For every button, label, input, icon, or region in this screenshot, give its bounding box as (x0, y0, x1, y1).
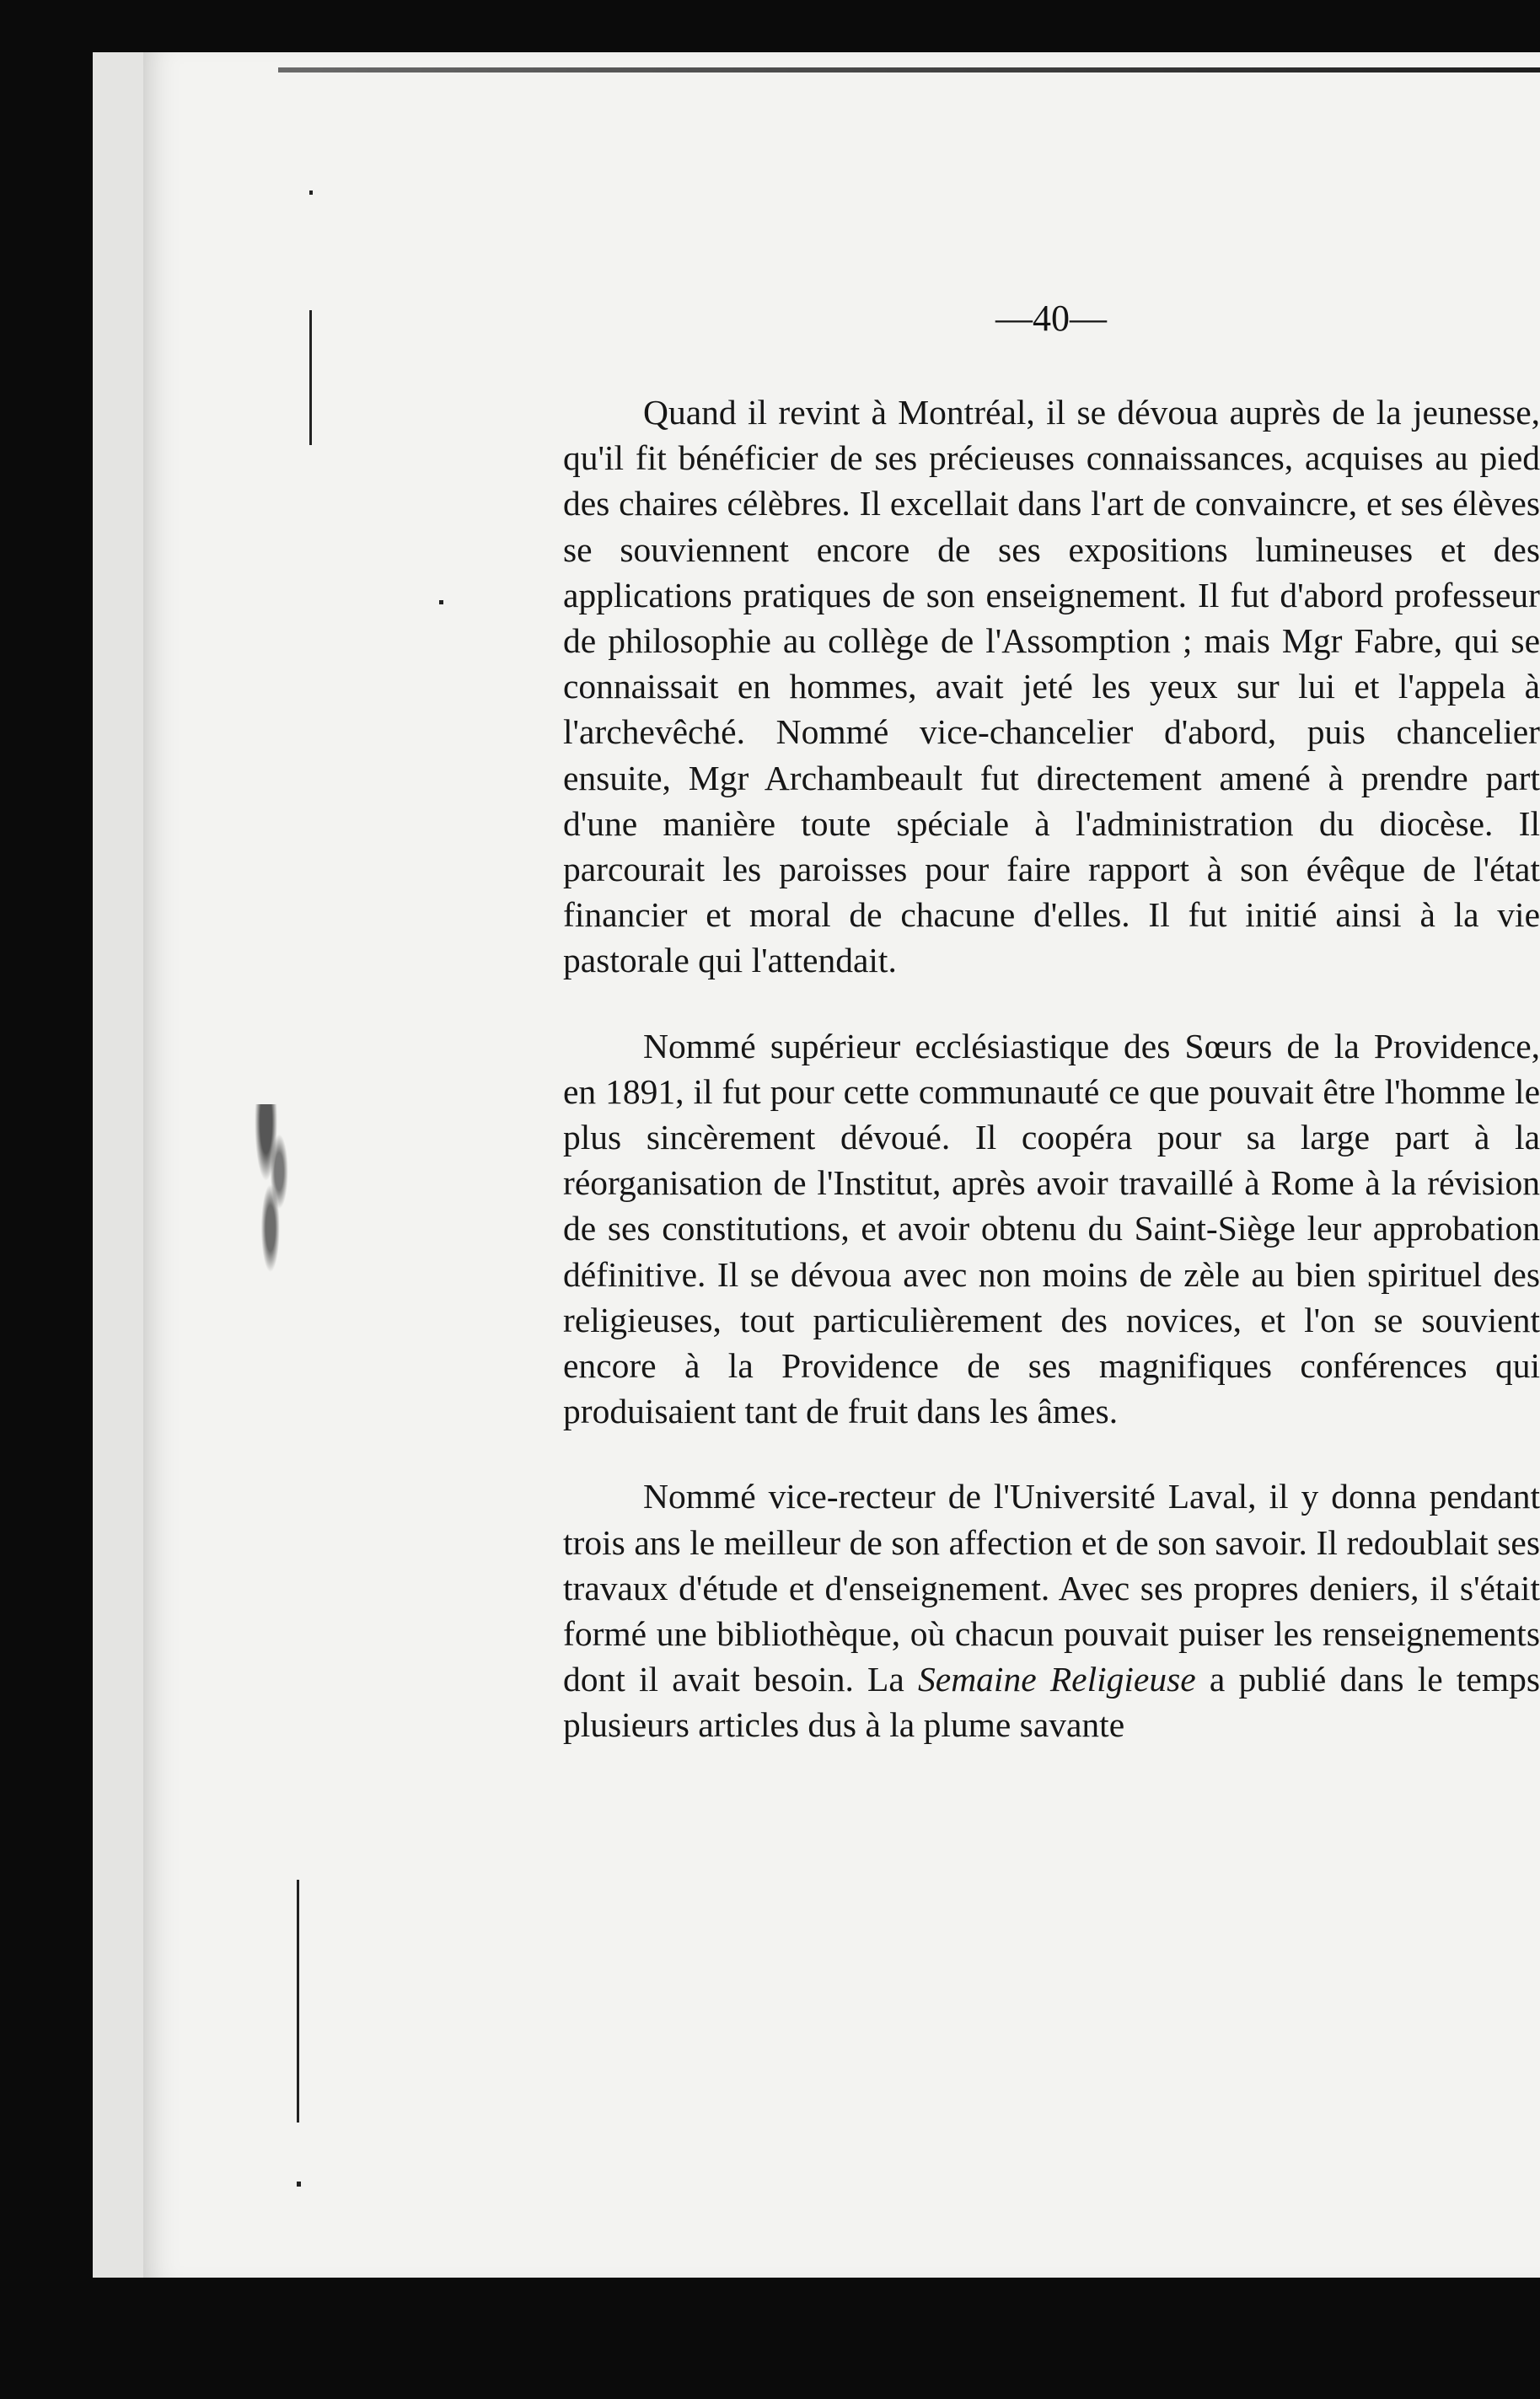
paragraph (563, 389, 1540, 984)
paragraph (563, 1473, 1540, 1747)
body-text (563, 389, 1540, 1748)
paragraph-text: a publié dans le temps plusieurs articles dus à la plume savante (563, 1660, 1540, 1745)
paragraph-text: Nommé vice-recteur de l'Université Laval, il y donna pendant trois ans le meilleur de son affection et de son savoir. Il redoublait ses travaux d'étude et d'enseignement. Avec ses propres deniers, il s'était formé une bibliothèque, où chacun pouvait puiser les renseignements dont il avait besoin. La (563, 1477, 1540, 1699)
paragraph (563, 1023, 1540, 1435)
margin-mark (309, 310, 312, 445)
paragraph-text: Nommé supérieur ecclésiastique des Sœurs de la Providence, en 1891, il fut pour cette communauté ce que pouvait être l'homme le plus sincèrement dévoué. Il coopéra pour sa large part à la réorganisation de l'Institut, après avoir travaillé à Rome à la révision de ses constitutions, et avoir obtenu du Saint-Siège leur approbation définitive. Il se dévoua avec non moins de zèle au bien spirituel des religieuses, tout particulièrement des novices, et l'on se souvient encore à la Providence de ses magnifiques conférences qui produisaient tant de fruit dans les âmes. (563, 1026, 1540, 1431)
margin-smudge (253, 1104, 297, 1281)
margin-mark (439, 600, 443, 604)
margin-mark (297, 1880, 299, 2123)
top-edge-shadow (278, 67, 1540, 72)
paragraph-text: Quand il revint à Montréal, il se dévoua auprès de la jeunesse, qu'il fit bénéficier de ses précieuses connaissances, acquises au pied des chaires célèbres. Il excellait dans l'art de convaincre, et ses élèves se souviennent encore de ses expositions lumineuses et des applications pratiques de son enseignement. Il fut d'abord professeur de philosophie au collège de l'Assomption ; mais Mgr Fabre, qui se connaissait en hommes, avait jeté les yeux sur lui et l'appela à l'archevêché. Nommé vice-chancelier d'abord, puis chancelier ensuite, Mgr Archambeault fut directement amené à prendre part d'une manière toute spéciale à l'administration du diocèse. Il parcourait les paroisses pour faire rapport à son évêque de l'état financier et moral de chacune d'elles. Il fut initié ainsi à la vie pastorale qui l'attendait. (563, 393, 1540, 980)
margin-mark (297, 2182, 301, 2187)
publication-title: Semaine Religieuse (918, 1660, 1196, 1699)
page-number: —40— (995, 298, 1107, 339)
margin-mark (309, 191, 313, 195)
